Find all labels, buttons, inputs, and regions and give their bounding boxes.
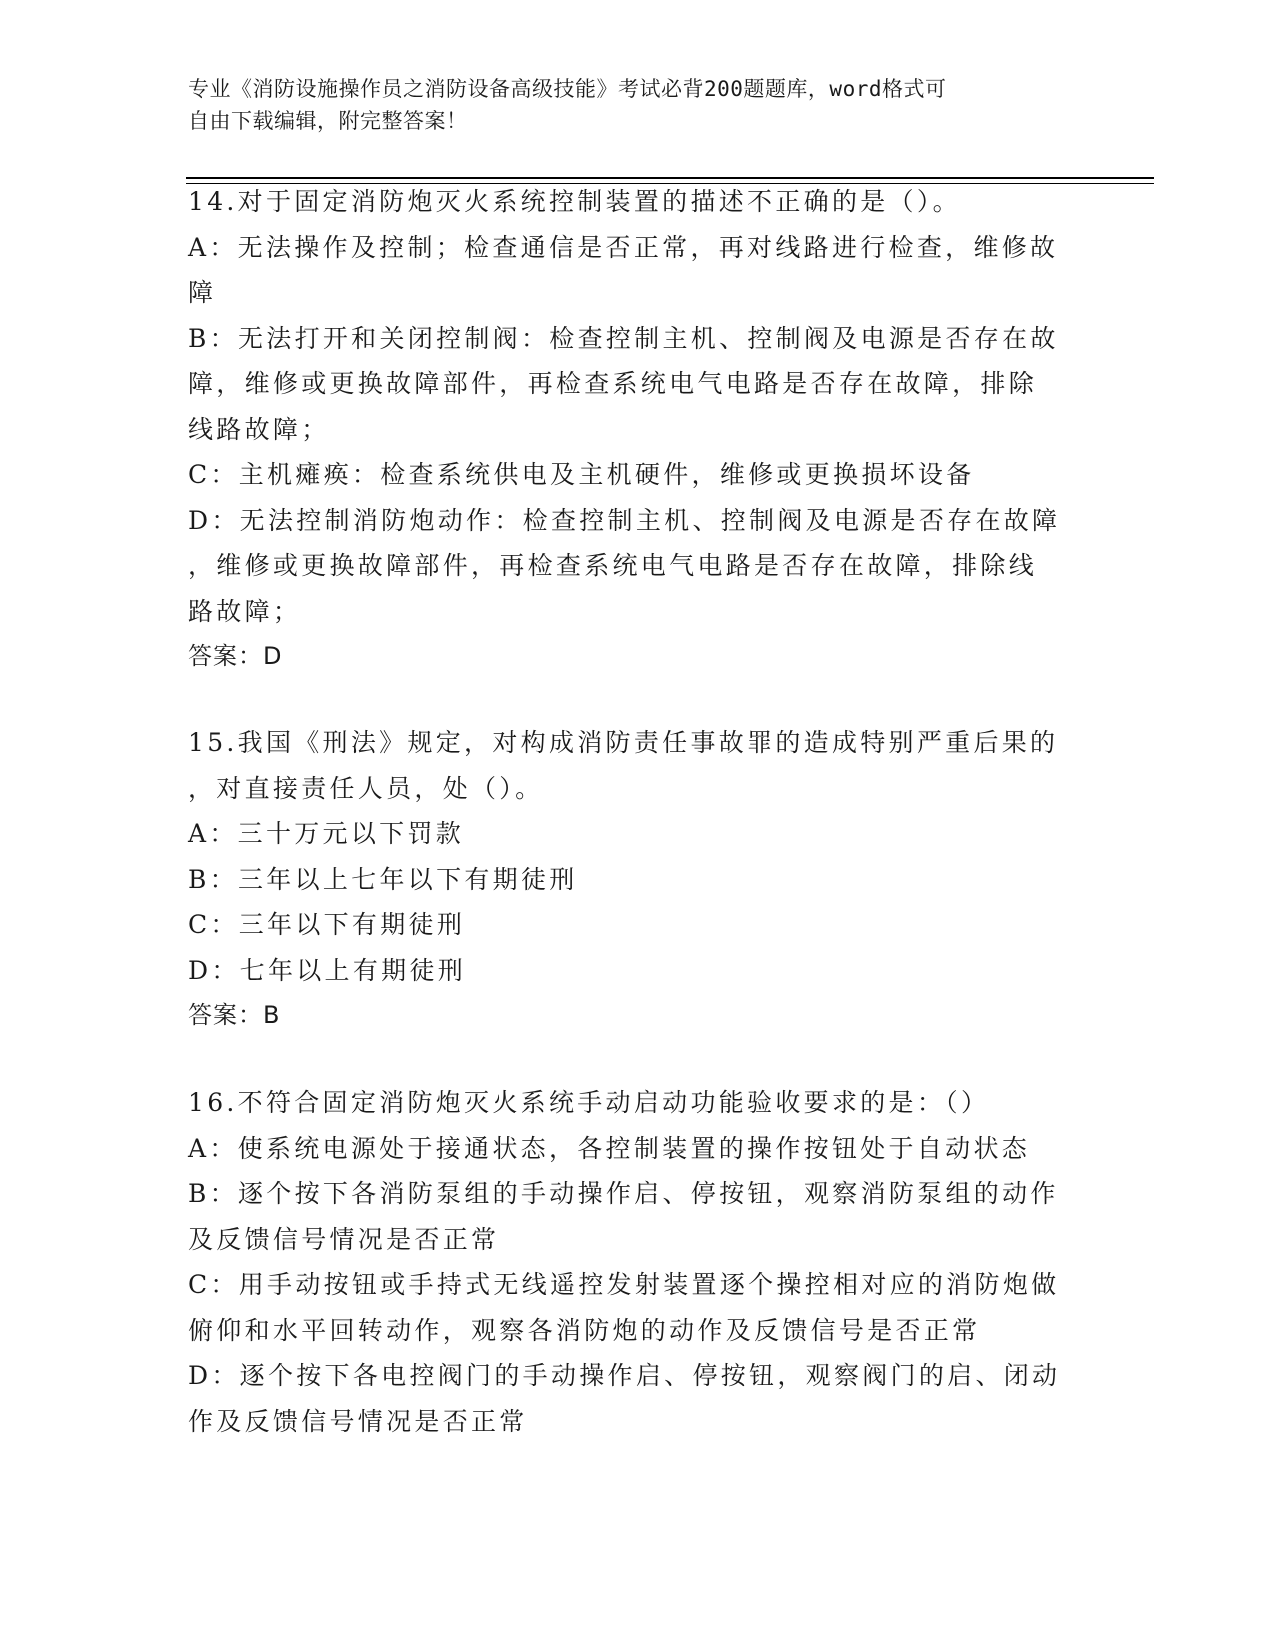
question-line: A：使系统电源处于接通状态，各控制装置的操作按钮处于自动状态 [188, 1133, 1031, 1163]
question-line: C：主机瘫痪：检查系统供电及主机硬件，维修或更换损坏设备 [188, 460, 975, 489]
question-line: D：无法控制消防炮动作：检查控制主机、控制阀及电源是否存在故障 [188, 505, 1061, 535]
question-line: 线路故障； [188, 414, 330, 444]
question-stem: 14.对于固定消防炮灭火系统控制装置的描述不正确的是（）。 [188, 187, 961, 216]
question-line: C：用手动按钮或手持式无线遥控发射装置逐个操控相对应的消防炮做 [188, 1270, 1060, 1299]
question-stem: 15.我国《刑法》规定，对构成消防责任事故罪的造成特别严重后果的 [188, 728, 1059, 757]
question-line: 障，维修或更换故障部件，再检查系统电气电路是否存在故障，排除 [188, 369, 1038, 398]
question-15 [188, 720, 1068, 1039]
question-line: C：三年以下有期徒刑 [188, 910, 466, 939]
question-16 [188, 1080, 1068, 1444]
question-line: ，维修或更换故障部件，再检查系统电气电路是否存在故障，排除线 [188, 551, 1038, 580]
question-stem: 16.不符合固定消防炮灭火系统手动启动功能验收要求的是：（） [188, 1088, 990, 1117]
question-line: A：三十万元以下罚款 [188, 819, 465, 848]
question-line: 路故障； [188, 596, 302, 626]
question-line: B：逐个按下各消防泵组的手动操作启、停按钮，观察消防泵组的动作 [188, 1179, 1059, 1208]
header-line: 自由下载编辑，附完整答案！ [188, 109, 468, 133]
header-line: 专业《消防设施操作员之消防设备高级技能》考试必背200题题库，word格式可 [188, 77, 947, 101]
answer-text: 答案：D [188, 642, 283, 670]
question-line: D：七年以上有期徒刑 [188, 955, 467, 985]
question-line: 作及反馈信号情况是否正常 [188, 1406, 528, 1436]
question-line: B：三年以上七年以下有期徒刑 [188, 864, 578, 894]
question-line: 障 [188, 278, 217, 307]
question-line: ，对直接责任人员，处（）。 [188, 773, 544, 803]
question-line: A：无法操作及控制；检查通信是否正常，再对线路进行检查，维修故 [188, 232, 1059, 262]
question-line: 及反馈信号情况是否正常 [188, 1224, 500, 1254]
question-line: B：无法打开和关闭控制阀：检查控制主机、控制阀及电源是否存在故 [188, 323, 1059, 353]
answer-text: 答案：B [188, 1001, 281, 1029]
question-line: D：逐个按下各电控阀门的手动操作启、停按钮，观察阀门的启、闭动 [188, 1361, 1061, 1390]
document-header [188, 73, 1088, 137]
question-line: 俯仰和水平回转动作，观察各消防炮的动作及反馈信号是否正常 [188, 1315, 981, 1345]
question-14 [188, 179, 1068, 680]
